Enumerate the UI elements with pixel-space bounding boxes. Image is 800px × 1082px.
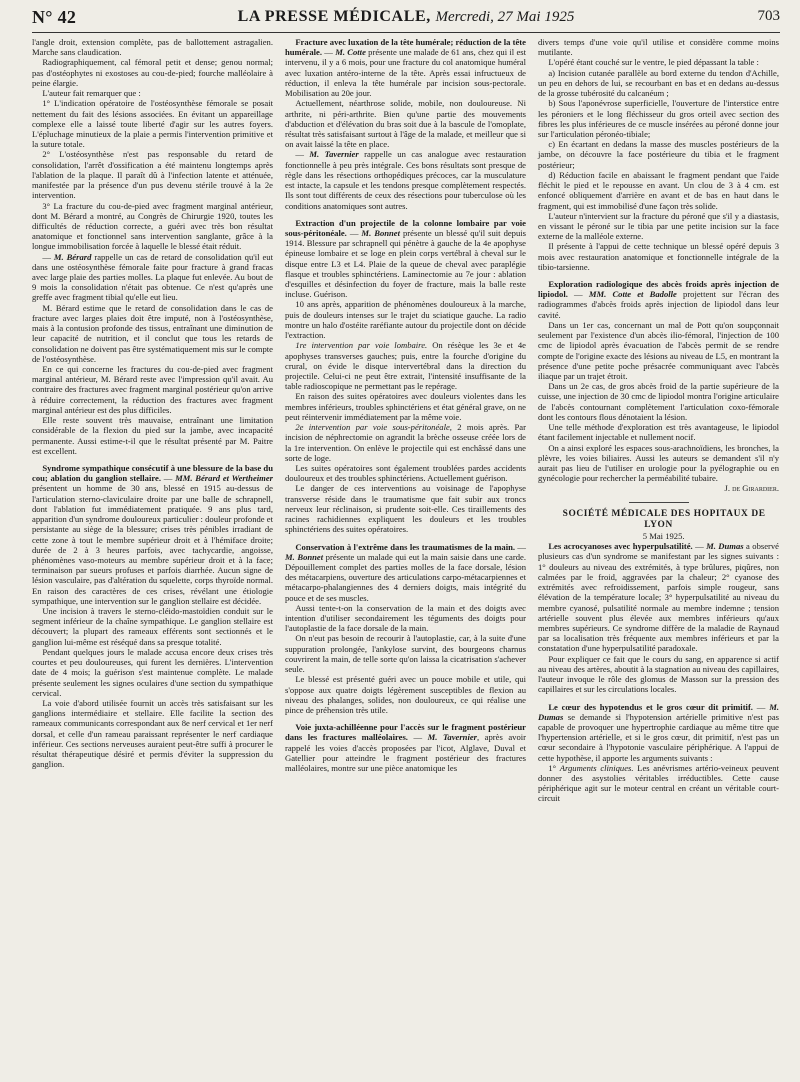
paragraph [32,415,273,456]
text-run: 2 mois après. Par incision de néphrectomie on agrandit la brèche osseuse créée lors de la 1re intervention. On enlève le projectile qui est enchâssé dans une sorte de loge. [285,422,526,463]
text-run: En raison des suites opératoires avec douleurs violentes dans les membres inférieurs, troubles sphinctériens et état général grave, on ne peut réintervenir immédiatement par la même voie. [285,391,526,422]
text-run: Le danger de ces interventions au voisinage de l'apophyse transverse réside dans le traumatisme que fait subir aux troncs nerveux leur réclinaison, si prudente soit-elle. Ces tiraillements des racines rachidiennes expliquent les douleurs et les troubles sphinctériens des suites opératoires. [285,483,526,535]
paragraph [538,320,779,381]
text-run: b) Sous l'aponévrose superficielle, l'ouverture de l'interstice entre les péroniers et le long fléchisseur du gros orteil avec section des fibres les plus inférieures de ce muscle insérées au péroné donne jour sur l'articulation péronéo-tibiale; [538,98,779,139]
society-heading: SOCIÉTÉ MÉDICALE DES HOPITAUX DE LYON [562,508,766,530]
paragraph [538,483,779,493]
text-run: Une incision à travers le sterno-cléido-mastoïdien conduit sur le segment inférieur de la chaîne sympathique. Le ganglion stellaire est découvert; la plupart des rameaux efférents sont sectionnés et le ganglion lui-même est réséqué dans sa presque totalité. [32,606,273,647]
paragraph [538,422,779,442]
paragraph [285,722,526,773]
paragraph [538,443,779,484]
paragraph [538,57,779,67]
paragraph [538,68,779,99]
author-name: M. Dumas [538,701,779,722]
text-run: Pendant quelques jours le malade accusa encore deux crises très courtes et peu douloureuses, qui furent les dernières. L'intervention date de 4 mois; la guérison s'est maintenue complète. Le malade présente seulement les signes oculaires d'une section du sympathique cervical. [32,646,273,698]
paragraph [32,698,273,770]
text-run: se demande si l'hypotension artérielle primitive n'est pas capable de provoquer une hypertrophie cardiaque au même titre que l'hypertension artérielle, et si le gros cœur, dit primitif, n'est pas un cœur secondaire à l'hypotonie vasculaire périphérique. A l'appui de cette hypothèse, il apporte les arguments suivants : [538,711,779,763]
text-run: Actuellement, néarthrose solide, mobile, non douloureuse. Ni arthrite, ni péri-arthrite. Bien qu'une partie des mouvements d'abduction et d'élévation du bras soit due à la bascule de l'omoplate, résultat très satisfaisant surtout à l'âge de la malade, et meilleur que si on avait laissé la tête en place. [285,98,526,150]
text-run: 2° L'ostéosynthèse n'est pas responsable du retard de consolidation, l'arrêt d'ossification a été maintenu longtemps après l'ablation de la plaque. Il paraît dû à l'infection latente et atténuée, manifestée par la présence d'un pus devenu stérile trouvé à la 2e intervention. [32,149,273,201]
issue-number: N° 42 [32,7,77,27]
paragraph [32,149,273,200]
section-heading: Les acrocyanoses avec hyperpulsatilité. [548,541,693,552]
column-middle [285,37,526,804]
paragraph [538,98,779,139]
section-divider [629,502,689,503]
paragraph [285,98,526,149]
paragraph [285,603,526,634]
paragraph [285,422,526,463]
author-name: M. Bérard [53,251,92,262]
section-heading: Le cœur des hypotendus et le gros cœur dit primitif. [548,701,753,712]
column-right-lower [538,541,779,803]
text-run: rappelle un cas de retard de consolidation qu'il eut dans une ostéosynthèse fémorale faite pour fracture à grand fracas avec large plaie des parties molles. La plaque fut enlevée. Au bout de 9 mois la consolidation n'était pas obtenue. Ce n'est qu'après une greffe avec fragment tibial qu'elle eut lieu. [32,251,273,303]
paragraph [538,279,779,320]
paragraph [32,647,273,698]
paragraph [538,654,779,695]
paragraph [32,57,273,88]
text-run: On a ainsi exploré les espaces sous-arachnoïdiens, les bronches, la plèvre, les voies biliaires. Aussi les auteurs se demandent s'il n'y aurait pas lieu de l'utiliser en urologie pour la pyélographie ou en gynécologie pour rechercher la perméabilité tubaire. [538,442,779,484]
section-heading: Conservation à l'extrême dans les traumatismes de la main. [295,541,516,552]
section-heading: Fracture avec luxation de la tête humérale; réduction de la tête humérale. [285,37,526,58]
text-run: — [161,473,176,484]
text-run: — [407,732,428,743]
paragraph [285,299,526,340]
text-run: En ce qui concerne les fractures du cou-de-pied avec fragment marginal antérieur, M. Bérard reste avec l'impression qu'il avait. Au contraire des fractures avec fragment marginal postérieur qu'on arrive à réduire correctement, la réduction des fractures avec fragment marginal antérieur est des plus difficiles. [32,364,273,415]
paragraph [285,149,526,210]
paragraph [538,170,779,211]
paragraph [32,364,273,415]
text-run: l'angle droit, extension complète, pas de ballottement astragalien. Marche sans claudication. [32,37,273,58]
author-name: M. Tavernier [309,149,359,160]
text-run: 3° La fracture du cou-de-pied avec fragment marginal antérieur, dont M. Bérard a montré, au Congrès de Chirurgie 1920, toutes les difficultés de réduction correcte, a guéri avec très bon résultat anatomique et fonctionnel sans intervention sanglante, grâce à la longue immobilisation forcée à laquelle le blessé était réduit. [32,200,273,252]
column-right [538,37,779,804]
text-run: La voie d'abord utilisée fournit un accès très satisfaisant sur les ganglions intermédiaire et stellaire. Elle facilite la section des rameaux communicants correspondant aux 8e nerf cervical et 1er nerf dorsal, et celle d'un rameau paraissant représenter le nerf cardiaque inférieur. Ces sections nerveuses auraient peut-être suffi à procurer le résultat thérapeutique désiré et permis d'éviter la suppression du ganglion. [32,698,273,770]
text-run: Les suites opératoires sont également troublées pardes accidents douloureux et des troubles sphinctériens. Actuellement guérison. [285,462,526,484]
italic-text: 1re intervention par voie lombaire. [295,340,428,351]
text-run: On résèque les 3e et 4e apophyses transverses gauches; puis, entre la fourche d'origine du crural, on évide le disque intervertébral dans la direction du projectile. Celui-ci ne peut être extrait, l'intensité insuffisante de la table radioscopique ne permettant pas le repérage. [285,340,527,392]
text-run: Pour expliquer ce fait que le cours du sang, en apparence si actif au niveau des artères, aboutit à la stagnation au niveau des capillaires, l'auteur invoque le rôle des glomus de Masson sur la pression des capillaires et sur les circulations locales. [538,653,779,695]
text-run: a observé plusieurs cas d'un syndrome se manifestant par les signes suivants : 1° douleurs au niveau des extrémités, à type brûlures, piqûres, non calmées par le froid, aggravées par la chaleur; 2° cyanose des extrémités avec refroidissement, parfois simple rougeur, sans élévation de la température locale; 3° hyperpulsatilité au niveau du membre cyanosé, pulsatilité normale au membre indemne ; tension artérielle souvent plus élevée aux membres inférieurs qu'aux membres supérieurs. Ce syndrome diffère de la maladie de Raynaud par sa localisation très fréquente aux membres inférieurs et par la constatation d'une hyperpulsatilité paradoxale. [538,541,780,654]
journal-name: LA PRESSE MÉDICALE, [237,8,431,25]
text-run: M. Bérard estime que le retard de consolidation dans le cas de fracture avec larges plaies doit être imputé, non à l'ostéosynthèse, mais à la contusion profonde des tissus, entraînant une diminution de leur capacité de nutrition, et il conclut que tous les retards de consolidation ne doivent pas être systématiquement mis sur le compte de l'ostéosynthèse. [32,302,273,364]
paragraph [285,463,526,483]
paragraph [285,37,526,98]
text-run: divers temps d'une voie qu'il utilise et considère comme moins mutilante. [538,37,779,58]
text-run: projettent sur l'écran des radiogrammes d'abcès froids après injection de lipiodol dans leur cavité. [538,289,779,320]
paragraph [285,483,526,534]
text-run: Il présente à l'appui de cette technique un blessé opéré depuis 3 mois avec restauration anatomique et fonctionnelle intégrale de la tibio-tarsienne. [538,241,779,272]
paragraph [32,201,273,252]
page-header [32,6,780,33]
author-name: MM. Cotte et Badolle [588,289,677,300]
paragraph [32,303,273,364]
text-run: L'auteur fait remarquer que : [42,88,141,99]
text-run: Radiographiquement, cal fémoral petit et dense; genou normal; pas d'ostéophytes ni exostoses au cou-de-pied; fourche malléolaire à peine élargie. [32,57,273,88]
paragraph [538,702,779,763]
text-run: — [752,701,770,712]
text-run: — [515,541,526,552]
paragraph [538,211,779,242]
text-run: On n'eut pas besoin de recourir à l'autoplastie, car, à la suite d'une suppuration prolongée, l'ankylose survint, des bourgeons charnus couvrirent la main, de telle sorte qu'on laissa la cicatrisation s'achever seule. [285,633,526,675]
text-run: d) Réduction facile en abaissant le fragment pendant que l'aide fléchit le pied et le repousse en avant. Un clou de 3 à 4 cm. est enfoncé obliquement d'arrière en avant et de bas en haut dans le fragment, qui est immobilisé d'une façon très solide. [538,169,779,211]
paragraph [32,37,273,57]
paragraph [285,633,526,674]
text-run: Dans un 1er cas, concernant un mal de Pott qu'on soupçonnait seulement par l'existence d'un abcès ilio-fémoral, l'injection de 100 cmc de lipiodol après évacuation de l'abcès permit de se rendre compte de l'origine exacte des lésions au niveau de L5, en montrant la présence d'une petite poche présacrée communiquant avec l'abcès iliaque par un trajet étroit. [538,319,779,381]
paragraph [538,763,779,804]
paragraph [32,463,273,606]
text-run: rappelle un cas analogue avec restauration fonctionnelle à peu près intégrale. Ces bons résultats sont presque de règle dans les résections orthopédiques précoces, car la musculature est intacte, la capsule et les tendons presque complètement respectés. Ils sont tout différents de ceux des résections pour tuberculose où les conditions anatomiques sont autres. [285,149,526,211]
text-run: présente un malade qui eut la main saisie dans une carde. Dépouillement complet des parties molles de la face dorsale, lésion des métacarpiens, ouverture des articulations carpo-métacarpiennes et métacarpo-phalangiennes des 4 derniers doigts, mais intégrité du pouce et de ses muscles. [285,551,526,603]
paragraph [538,381,779,422]
paragraph [32,252,273,303]
section-heading: Exploration radiologique des abcès froids après injection de lipiodol. [538,279,779,300]
text-run: Le blessé est présenté guéri avec un pouce mobile et utile, qui s'oppose aux quatre doigts légèrement susceptibles de flexion au niveau des phalanges, solides, non douloureux, ce qui réalise une pince de préhension très utile. [285,674,526,715]
paragraph [285,542,526,603]
column-left [32,37,273,804]
journal-title [32,8,780,26]
text-run: c) En écartant en dedans la masse des muscles postérieurs de la jambe, on découvre la face postérieure du tibia et le fragment postérieur; [538,139,779,170]
italic-text: 2e intervention par voie sous-péritonéale, [295,422,452,433]
paragraph [285,340,526,391]
text-run: présente un blessé qu'il suit depuis 1914. Blessure par schrapnell qui pénètre à gauche de la 4e apophyse épineuse lombaire et se loge en plein corps vertébral à cheval sur le disque entre L3 et L4. Plaie de la queue de cheval avec paraplégie flasque et troubles sphinctériens. Laminectomie au 7e jour : ablation d'esquilles et désinfection du foyer de fracture, mais la balle reste incluse. Guérison. [285,227,527,300]
author-name: M. Cotte [335,47,366,58]
text-run: présentent un homme de 30 ans, blessé en 1915 au-dessus de l'articulation sterno-claviculaire droite par une balle de schrapnell, dont l'ablation fut immédiatement pratiquée. 9 ans plus tard, apparition d'un syndrome douloureux particulier : douleur profonde et persistante au siège de la blessure; crises très pénibles irradiant de cette zone à tout le membre supérieur droit et à l'hémiface droite; durée de 2 à 3 heures parfois, avec tachycardie, angoisse, phénomènes vaso-moteurs au membre supérieur droit et à la face; terminaison par sueurs profuses et parfois diarrhée. Aucun signe de lésion vasculaire, pas d'altération du squelette, corps thyroïde normal. En raison des caractères de ces crises, révélant une étiologie sympathique, une intervention sur le ganglion stellaire est décidée. [32,483,273,606]
text-run: Aussi tente-t-on la conservation de la main et des doigts avec intention d'utiliser secondairement les téguments des doigts pour l'autoplastie de la face dorsale de la main. [285,602,526,634]
author-name: MM. Bérard et Wertheimer [175,473,273,484]
paragraph [538,241,779,272]
author-name: M. Dumas [706,541,744,552]
text-run: — [295,149,310,160]
article-columns [32,37,780,804]
italic-text: Arguments cliniques. [559,762,634,773]
text-run: Dans un 2e cas, de gros abcès froid de la partie supérieure de la cuisse, une injection de 30 cmc de lipiodol montra l'origine articulaire de l'abcès contournant complètement l'articulation coxo-fémorale dont les contours flous dénotaient la lésion. [538,381,779,422]
text-run: — [42,251,54,262]
text-run: 1° [548,762,560,773]
author-name: M. Bonnet [285,551,324,562]
author-name: M. Tavernier [427,732,477,743]
column-right-upper [538,37,779,494]
paragraph [538,139,779,170]
paragraph [538,541,779,653]
paragraph [538,37,779,57]
text-run: — [322,47,336,58]
issue-date: Mercredi, 27 Mai 1925 [435,9,575,25]
section-heading: Extraction d'un projectile de la colonne lombaire par voie sous-péritonéale. [285,217,526,238]
paragraph [32,606,273,647]
author-name: M. Bonnet [361,227,401,238]
text-run: Les anévrismes artério-veineux peuvent donner des asystolies véritables irréductibles. Cette cause périphérique agit sur le moteur central en créant un véritable court-circuit [538,762,779,804]
page-number: 703 [757,8,780,24]
paragraph [285,218,526,300]
paragraph [32,88,273,98]
text-run: — [692,541,707,552]
text-run: J. de Girardier. [724,483,779,494]
text-run: L'opéré étant couché sur le ventre, le pied dépassant la table : [548,57,759,68]
text-run: Une telle méthode d'exploration est très avantageuse, le lipiodol étant facilement injectable et nullement nocif. [538,422,779,443]
paragraph [32,98,273,149]
text-run: 10 ans après, apparition de phénomènes douloureux à la marche, puis de douleurs intenses sur le trajet du sciatique gauche. La radio montre un halo d'ostéite raréfiante autour du projectile dont on décide l'extraction. [285,299,526,341]
section-heading: Syndrome sympathique consécutif à une blessure de la base du cou; ablation du ganglion stellaire. [32,462,273,484]
paragraph [285,391,526,422]
text-run: présente une malade de 61 ans, chez qui il est intervenu, il y a 6 mois, pour une fracture du col anatomique huméral avec luxation antéro-interne de la tête. Après essai infructueux de réduction, il enleva la tête humérale par incision sous-pectorale. Mobilisation au 20e jour. [285,47,527,99]
text-run: — [567,289,589,300]
society-date: 5 Mai 1925. [642,531,685,541]
text-run: Elle reste souvent très mauvaise, entraînant une limitation considérable de la flexion du pied sur la jambe, avec incapacité permanente. Aussi estime-t-il que le résultat présenté par M. Paitre est excellent. [32,415,273,456]
text-run: , après avoir rappelé les voies d'accès proposées par l'icot, Alglave, Duval et Gatellier pour atteindre le fragment postérieur des fractures malléolaires, montre sur une pièce anatomique les [285,732,526,774]
text-run: L'auteur n'intervient sur la fracture du péroné que s'il y a diastasis, en vissant le péroné sur le tibia par une petite incision sur la face externe de la malléole externe. [538,210,779,242]
text-run: — [346,227,362,238]
text-run: a) Incision cutanée parallèle au bord externe du tendon d'Achille, un peu en dehors de lui, se recourbant en bas et en dedans au-dessus de la grosse tubérosité du calcanéum ; [538,67,779,99]
text-run: 1° L'indication opératoire de l'ostéosynthèse fémorale se posait nettement du fait des lésions associées. En évitant un appareillage complexe elle a laissé toute liberté d'agir sur les autres foyers. L'épluchage minutieux de la plaie a permis l'intervention primitive et la suture totale. [32,98,273,150]
section-heading: Voie juxta-achilléenne pour l'accès sur le fragment postérieur dans les fractures malléolaires. [285,722,526,743]
paragraph [285,674,526,715]
